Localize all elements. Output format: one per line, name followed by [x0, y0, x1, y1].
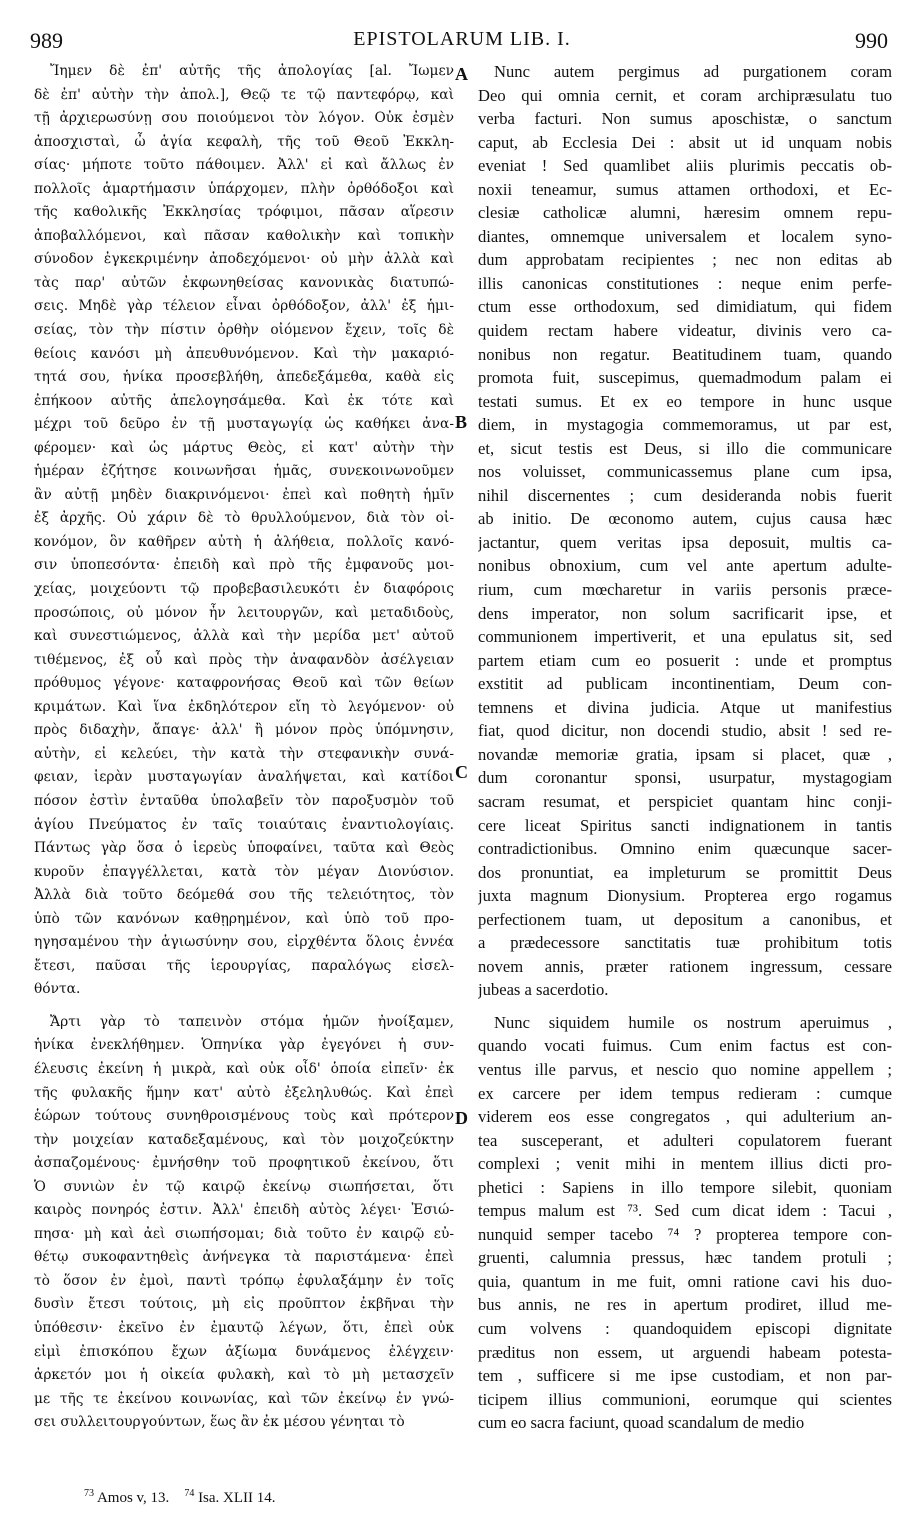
text-line: quidem rectam habere videatur, divinis vero ca- — [478, 321, 892, 341]
text-line: χείας, μοιχεύοντι τῷ προβεβασιλευκότι ἐν διαφόροις — [34, 581, 454, 598]
text-line: τὴν μοιχείαν καταδεξαμένους, καὶ τὸν μοιχοζεύκτην — [34, 1131, 454, 1148]
footnote-number-73: 73 — [84, 1488, 94, 1499]
text-line: a prædecessore sanctitatis tuæ prohibitum totis — [478, 933, 892, 953]
text-line: cere liceat Spiritus sancti indignationem in tantis — [478, 815, 892, 835]
text-line: nihil discernentes ; cum desideranda nobis fuerit — [478, 485, 892, 505]
text-line: partem etiam cum eo posuerit : unde et promptus — [478, 650, 892, 670]
text-line: σίας· μήποτε τοῦτο πάθοιμεν. Ἀλλ' εἰ καὶ ἄλλως ἐν — [34, 157, 454, 174]
text-line: verba facturi. Non sumus aposchistæ, o sanctum — [478, 109, 892, 129]
text-line: Ἄρτι γὰρ τὸ ταπεινὸν στόμα ἡμῶν ἠνοίξαμεν, — [50, 1013, 454, 1030]
text-line: præditus non essem, ut arguendi habeam potesta- — [478, 1342, 892, 1362]
text-line: clesiæ catholicæ alumni, hæresim omnem repu- — [478, 203, 892, 223]
text-line: καὶ συνεστιώμενος, ἀλλὰ καὶ τὴν μερίδα μετ' αὐτοῦ — [34, 628, 454, 645]
text-line: ἀποσχισταὶ, ὦ ἁγία κεφαλὴ, τῆς τοῦ Θεοῦ Ἐκκλη- — [34, 133, 454, 150]
text-line: novandæ memoriæ gratia, ipsam si placet, quæ , — [478, 744, 892, 764]
text-line: Deo qui omnia cernit, et coram archipræsulatu tuo — [478, 85, 892, 105]
text-line: tea susceperant, et adulteri copulatorem fuerant — [478, 1130, 892, 1150]
page-number-left: 989 — [30, 28, 63, 53]
text-line: testati sumus. Et ex eo tempore in hunc usque — [478, 391, 892, 411]
text-line: caput, ab Ecclesia Dei : absit ut id unquam nobis — [478, 132, 892, 152]
text-line: novem annis, præter rationem ingressum, cessare — [478, 956, 892, 976]
margin-marker-b: B — [455, 412, 468, 432]
text-line: Ἀλλὰ διὰ τοῦτο δεόμεθά σου τῆς τελειότητος, τὸν — [34, 887, 454, 904]
text-line: tempus malum est ⁷³. Sed cum dicat idem : Tacui , — [478, 1201, 892, 1221]
text-line: gruenti, calumnia pressus, hæc tandem protuli ; — [478, 1248, 892, 1268]
text-line: τιθέμενος, ἐξ οὗ καὶ πρὸς τὴν ἀναφανδὸν ἀσέλγειαν — [34, 651, 454, 668]
text-line: quia, quantum in me fuit, omni ratione cavi his duo- — [478, 1271, 892, 1291]
text-line: quando vocati fuimus. Cum enim factus est con- — [478, 1036, 892, 1056]
text-line: σιν ὑποπεσόντα· ἐπειδὴ καὶ πρὸ τῆς ἐμφανοῦς μοι- — [34, 557, 454, 574]
text-line: dos pronuntiat, ea impleturum se promittit Deus — [478, 862, 892, 882]
text-line: κυροῦν ἐπαγγέλλεται, κατὰ τὸν μέγαν Διονύσιον. — [34, 863, 454, 880]
text-line: πρόθυμος γέγονε· καταφρονήσας Θεοῦ καὶ τῶν θείων — [34, 675, 454, 692]
text-line: καιρὸς πονηρός ἐστιν. Ἀλλ' ἐπειδὴ αὐτὸς λέγει· Ἐσιώ- — [34, 1202, 454, 1219]
text-line: Πάντως γὰρ ὅσα ὁ ἱερεὺς ὑποφαίνει, ταῦτα καὶ Θεὸς — [34, 840, 454, 857]
text-line: σείας, τὸν τὴν πίστιν ὀρθὴν οἰόμενον ἔχειν, τοῖς δὲ — [34, 322, 454, 339]
text-line: rium, cum mœcharetur in variis personis præce- — [478, 580, 892, 600]
text-line: ἀσπαζομένους· ἐμνήσθην τοῦ προφητικοῦ ἐκείνου, ὅτι — [34, 1155, 454, 1172]
text-line: noxii teneamur, sumus attamen orthodoxi, et Ec- — [478, 179, 892, 199]
text-line: ηγησαμένου τὴν ἁγιωσύνην σου, εἰρχθέντα ὅλοις ἐννέα — [34, 934, 454, 951]
text-line: δὲ ἐπ' αὐτὴν τὴν ἀπολ.], Θεῷ τε τῷ παντεφόρῳ, καὶ — [34, 86, 454, 103]
footnote-number-74: 74 — [184, 1488, 195, 1499]
greek-column — [34, 60, 454, 1435]
footnote-ref-73: Amos v, 13. — [96, 1490, 170, 1506]
text-line: perfectionem tuam, ut depositum a canonibus, et — [478, 909, 892, 929]
text-line: τὸ ὅσον ἐν ἐμοὶ, παντὶ τρόπῳ ἐφυλαξάμην ἐν τοῖς — [34, 1272, 454, 1289]
text-line: θέτῳ συκοφαντηθεὶς ἀνήνεγκα τὰ παριστάμενα· ἐπεὶ — [34, 1249, 454, 1266]
text-line: με τῆς τε ἐκείνου κοινωνίας, καὶ τῶν ἐκείνῳ ἐν γνώ- — [34, 1390, 454, 1407]
latin-column — [478, 60, 892, 1435]
text-line: contradictionibus. Omnino enim quæcunque sacer- — [478, 839, 892, 859]
footnotes — [84, 1488, 276, 1507]
text-line: diem, in mystagogia commemoramus, ut par est, — [478, 415, 892, 435]
text-line: exstitit ad publicam incontinentiam, Deum con- — [478, 674, 892, 694]
margin-marker-a: A — [455, 64, 468, 84]
text-line: ἀρκετόν μοι ἡ οἰκεία φυλακὴ, καὶ τὸ μὴ μετασχεῖν — [34, 1367, 454, 1384]
text-line: nunquid semper tacebo ⁷⁴ ? propterea tempore con- — [478, 1224, 892, 1244]
text-line: bus annis, ne res in apertum prodiret, illud me- — [478, 1295, 892, 1315]
text-line: Ὁ συνιὼν ἐν τῷ καιρῷ ἐκείνῳ σιωπήσεται, ὅτι — [34, 1178, 454, 1195]
text-line: ἀποβαλλόμενοι, καὶ πᾶσαν καθολικὴν καὶ τοπικὴν — [34, 227, 454, 244]
text-line: κριμάτων. Καὶ ἵνα ἐκδηλότερον εἴη τὸ λεγόμενον· οὐ — [34, 698, 454, 715]
text-line: ἂν αὐτῇ μηδὲν διακρινόμενοι· ἐπεὶ καὶ ποθητὴ ἡμῖν — [34, 486, 454, 503]
margin-marker-c: C — [455, 762, 468, 782]
text-line: nonibus non regatur. Beatitudinem tuam, quando — [478, 344, 892, 364]
text-line: ex carcere per idem tempus redieram : cumque — [478, 1083, 892, 1103]
paragraph-gap — [34, 1002, 454, 1011]
text-line: ἑώρων τούτους συνηθροισμένους τοὺς καὶ πρότερον — [34, 1108, 454, 1125]
text-line: ὑπόθεσιν· ἐκεῖνο ἐν ἐμαυτῷ λέγων, ὅτι, ἐπεὶ οὐκ — [34, 1319, 454, 1336]
paragraph-gap — [478, 1002, 892, 1011]
text-line: tem , sufficere si me ipse custodiam, et non par- — [478, 1366, 892, 1386]
text-line: αὐτὴν, εἰ κελεύει, τὴν κατὰ τὴν στεφανικὴν συνά- — [34, 745, 454, 762]
text-line: έλευσις ἐκείνη ἡ μικρὰ, καὶ οὐκ οἶδ' ὁποία εἰπεῖν· ἐκ — [34, 1060, 454, 1077]
text-line: πρὸς διδαχὴν, ἄπαγε· ἀλλ' ἢ μόνον πρὸς ὑπόμνησιν, — [34, 722, 454, 739]
text-line: Ἴημεν δὲ ἐπ' αὐτῆς τῆς ἀπολογίας [al. Ἴωμεν — [50, 63, 454, 79]
text-line: cum volvens : quandoquidem episcopi dignitate — [478, 1318, 892, 1338]
text-line: ἁγίου Πνεύματος ἐν ταῖς τοιαύταις ἐναντιολογίαις. — [34, 816, 454, 833]
text-line: communionem impertiverit, et una epulatus sit, sed — [478, 627, 892, 647]
text-line: ἐπήκοον αὐτῆς ἀπελογησάμεθα. Καὶ ἐκ τότε καὶ — [34, 392, 454, 409]
text-line: dum coronantur sponsi, usurpatur, mystagogiam — [478, 768, 892, 788]
text-line: πολλοῖς ἁμαρτήμασιν ὑπάρχομεν, πλὴν ὀρθόδοξοι καὶ — [34, 180, 454, 197]
page-number-right: 990 — [855, 28, 888, 53]
text-line: τῇ ἀρχιερωσύνῃ σου ποιούμενοι τὸν λόγον. Οὐκ ἐσμὲν — [34, 110, 454, 127]
text-line: σύνοδον ἐγκεκριμένην ἀποδεχόμενοι· οὐ μὴν ἀλλὰ καὶ — [34, 251, 454, 268]
text-line: Nunc siquidem humile os nostrum aperuimus , — [494, 1012, 892, 1032]
text-line: κονόμον, ὃν καθῆρεν αὐτὴ ἡ ἀλήθεια, πολλοῖς κανό- — [34, 533, 454, 550]
text-line: dum approbatam recipientes ; nec non editas ab — [478, 250, 892, 270]
text-line: diantes, omnemque universalem et localem syno- — [478, 226, 892, 246]
text-line: πησα· μὴ καὶ ἀεὶ σιωπήσομαι; διὰ τοῦτο ἐν καιρῷ εὐ- — [34, 1225, 454, 1242]
text-line: ἐξ ἀρχῆς. Οὐ χάριν δὲ τὸ θρυλλούμενον, διὰ τὸν οἰ- — [34, 510, 454, 527]
text-line: temnens et divina judicia. Atque ut manifestius — [478, 697, 892, 717]
text-line: δυσὶν ἔτεσι τούτοις, μὴ εἰς προῦπτον ἐκβῆναι τὴν — [34, 1296, 454, 1313]
text-line: ἔτεσι, παῦσαι τῆς ἱερουργίας, παραλόγως εἰσελ- — [34, 957, 454, 974]
text-line: σει συλλειτουργούντων, ἕως ἂν ἐκ μέσου γένηται τὸ — [34, 1414, 405, 1431]
text-line: jubeas a sacerdotio. — [478, 980, 609, 1000]
text-line: jactantur, quem veritas ipsa deposuit, multis ca- — [478, 532, 892, 552]
text-line: σεις. Μηδὲ γὰρ τέλειον εἶναι ὀρθόδοξον, ἀλλ' ἐξ ἡμι- — [34, 298, 454, 315]
text-line: complexi ; venit mihi in mentem illius dicti pro- — [478, 1154, 892, 1174]
text-line: ἡμέραν ἐζήτησε κοινωνῆσαι ἡμᾶς, συνεκοινωνοῦμεν — [34, 463, 454, 480]
text-line: ἡνίκα ἐνεκλήθημεν. Ὁπηνίκα γὰρ ἐγεγόνει ἡ συν- — [34, 1037, 454, 1054]
text-line: ventus ille parvus, et nescio quo nomine appellem ; — [478, 1059, 892, 1079]
text-line: μέχρι τοῦ δεῦρο ἐν τῇ μυσταγωγίᾳ ὡς καθήκει ἀνα- — [34, 416, 454, 433]
text-line: πόσον ἐστὶν ἐνταῦθα ὑπολαβεῖν τὸν παροξυσμὸν τοῦ — [34, 792, 454, 809]
text-line: ctum esse orthodoxum, sed dimidiatum, qui fidem — [478, 297, 892, 317]
text-line: φειαν, ἱερὰν μυσταγωγίαν ἀναλήψεται, καὶ κατίδοι — [34, 769, 454, 786]
text-line: eveniat ! Sed quamlibet aliis plurimis peccatis ob- — [478, 156, 892, 176]
text-line: θείοις κανόσι μὴ ἀπευθυνόμενον. Καὶ τὴν μακαριό- — [34, 345, 454, 362]
text-line: εἰμὶ ἐπισκόπου ἔχων ἀξίωμα δυνάμενος ἐλέγχειν· — [34, 1343, 454, 1360]
text-line: illis canonicas constitutiones : neque enim perfe- — [478, 273, 892, 293]
text-line: juxta magnum Dionysium. Propterea ergo rogamus — [478, 886, 892, 906]
text-line: Nunc autem pergimus ad purgationem coram — [494, 62, 892, 81]
text-line: τὰς παρ' αὐτῶν ἐκφωνηθείσας κανονικὰς διατυπώ- — [34, 274, 454, 291]
text-line: fiat, quod dicitur, non docendi studio, absit ! sed re- — [478, 721, 892, 741]
text-line: promota fuit, suscepimus, quemadmodum palam ei — [478, 368, 892, 388]
text-line: ab initio. De œconomo autem, cujus causa hæc — [478, 509, 892, 529]
running-title: EPISTOLARUM LIB. I. — [353, 28, 571, 50]
text-line: ὑπὸ τῶν κανόνων καθῃρημένον, καὶ ὑπὸ τοῦ προ- — [34, 910, 454, 927]
text-line: sacram resumat, et perspiciet quantam hinc conji- — [478, 791, 892, 811]
text-line: ticipem illius communioni, eorumque qui scientes — [478, 1389, 892, 1409]
page-header — [0, 0, 924, 60]
text-line: προσώποις, οὐ μόνον ἦν λειτουργῶν, καὶ μεταδιδοὺς, — [34, 604, 454, 621]
text-line: τητά σου, ἡνίκα προσεβλήθη, ἀπεδεξάμεθα, καθὰ εἰς — [34, 369, 454, 386]
footnote-ref-74: Isa. XLII 14. — [198, 1490, 276, 1506]
text-line: dens imperator, non solum sacrificarit ipse, et — [478, 603, 892, 623]
text-line: nos voluisset, communicassemus plane cum ipsa, — [478, 462, 892, 482]
text-line: et, sicut testis est Deus, si illo die communicare — [478, 438, 892, 458]
text-line: θόντα. — [34, 981, 81, 998]
margin-marker-d: D — [455, 1108, 468, 1128]
text-line: τῆς καθολικῆς Ἐκκλησίας τρόφιμοι, πᾶσαν αἵρεσιν — [34, 204, 454, 221]
text-line: viderem eos esse congregatos , qui adulterium an- — [478, 1107, 892, 1127]
text-line: phetici : Sapiens in illo tempore silebit, quoniam — [478, 1177, 892, 1197]
text-line: τῆς φυλακῆς ἥμην κατ' αὐτὸ ἐξεληλυθώς. Καὶ ἐπεὶ — [34, 1084, 454, 1101]
text-line: nonibus obnoxium, cum vel ante apertum adulte- — [478, 556, 892, 576]
text-line: cum eo sacra faciunt, quoad scandalum de medio — [478, 1413, 805, 1433]
text-line: φέρομεν· καὶ ὡς μάρτυς Θεὸς, εἰ κατ' αὐτὴν τὴν — [34, 439, 454, 456]
